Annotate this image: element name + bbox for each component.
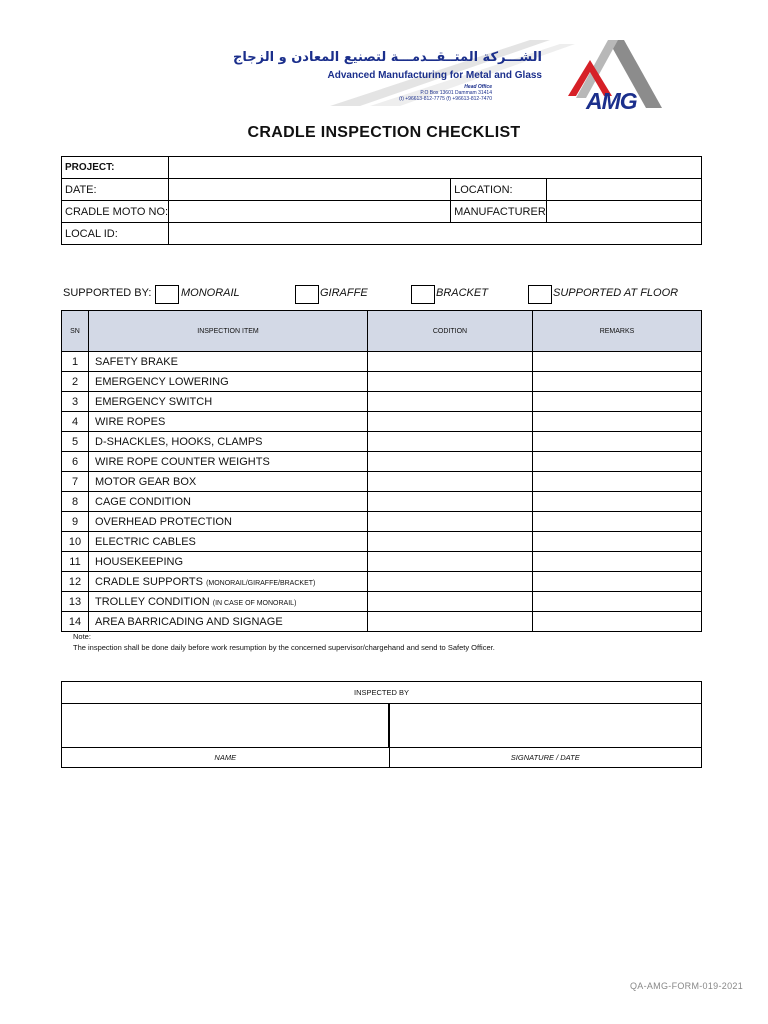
row-item-label: AREA BARRICADING AND SIGNAGE: [95, 615, 283, 628]
row-remarks-field[interactable]: [533, 492, 702, 512]
row-condition-field[interactable]: [368, 612, 533, 632]
row-item-label: TROLLEY CONDITION: [95, 595, 210, 608]
row-condition-field[interactable]: [368, 372, 533, 392]
row-inspection-item: [89, 452, 368, 472]
row-item-label: ELECTRIC CABLES: [95, 535, 196, 548]
project-info-table: [61, 156, 702, 245]
row-remarks-field[interactable]: [533, 452, 702, 472]
row-remarks-field[interactable]: [533, 392, 702, 412]
checkbox-giraffe[interactable]: [295, 285, 319, 304]
row-item-note: (IN CASE OF MONORAIL): [212, 599, 297, 607]
row-item-label: SAFETY BRAKE: [95, 355, 178, 368]
row-remarks-field[interactable]: [533, 472, 702, 492]
table-row: [62, 392, 702, 412]
header-remarks: REMARKS: [533, 311, 702, 352]
row-remarks-field[interactable]: [533, 592, 702, 612]
row-condition-field[interactable]: [368, 472, 533, 492]
row-item-label: OVERHEAD PROTECTION: [95, 515, 232, 528]
checkbox-supported-at-floor[interactable]: [528, 285, 552, 304]
row-remarks-field[interactable]: [533, 372, 702, 392]
row-sn: 14: [62, 612, 89, 632]
table-row: [62, 372, 702, 392]
header-condition: CODITION: [368, 311, 533, 352]
row-sn: 11: [62, 552, 89, 572]
row-condition-field[interactable]: [368, 452, 533, 472]
row-condition-field[interactable]: [368, 552, 533, 572]
row-remarks-field[interactable]: [533, 412, 702, 432]
cradle-moto-no-label: CRADLE MOTO NO:: [62, 201, 169, 223]
table-row: [62, 412, 702, 432]
row-inspection-item: [89, 552, 368, 572]
row-inspection-item: [89, 392, 368, 412]
note-label: Note:: [73, 632, 91, 641]
row-item-label: EMERGENCY SWITCH: [95, 395, 213, 408]
row-inspection-item: [89, 612, 368, 632]
signature-date-label: SIGNATURE / DATE: [389, 748, 702, 768]
table-row: [62, 612, 702, 632]
checkbox-monorail[interactable]: [155, 285, 179, 304]
location-label: LOCATION:: [451, 179, 547, 201]
date-label: DATE:: [62, 179, 169, 201]
row-item-label: WIRE ROPE COUNTER WEIGHTS: [95, 455, 270, 468]
table-row: [62, 592, 702, 612]
row-inspection-item: [89, 592, 368, 612]
inspected-by-table: [61, 681, 702, 768]
date-field[interactable]: [169, 179, 451, 201]
local-id-label: LOCAL ID:: [62, 223, 169, 245]
row-item-label: HOUSEKEEPING: [95, 555, 184, 568]
project-field[interactable]: [169, 157, 702, 179]
header-inspection-item: INSPECTION ITEM: [89, 311, 368, 352]
row-sn: 13: [62, 592, 89, 612]
table-row: [62, 452, 702, 472]
option-supported-at-floor: SUPPORTED AT FLOOR: [553, 287, 679, 299]
row-condition-field[interactable]: [368, 592, 533, 612]
row-inspection-item: [89, 352, 368, 372]
name-label: NAME: [62, 748, 390, 768]
row-item-label: CRADLE SUPPORTS: [95, 575, 203, 588]
row-item-label: WIRE ROPES: [95, 415, 166, 428]
row-remarks-field[interactable]: [533, 612, 702, 632]
inspection-checklist-table: [61, 310, 702, 632]
row-sn: 1: [62, 352, 89, 372]
row-condition-field[interactable]: [368, 392, 533, 412]
row-remarks-field[interactable]: [533, 352, 702, 372]
inspected-by-title: INSPECTED BY: [62, 682, 702, 704]
row-sn: 2: [62, 372, 89, 392]
row-remarks-field[interactable]: [533, 432, 702, 452]
row-item-label: CAGE CONDITION: [95, 495, 191, 508]
row-remarks-field[interactable]: [533, 552, 702, 572]
row-remarks-field[interactable]: [533, 572, 702, 592]
row-inspection-item: [89, 432, 368, 452]
row-sn: 5: [62, 432, 89, 452]
header-sn: SN: [62, 311, 89, 352]
checkbox-bracket[interactable]: [411, 285, 435, 304]
table-row: [62, 512, 702, 532]
row-condition-field[interactable]: [368, 512, 533, 532]
table-row: [62, 552, 702, 572]
company-name-english: Advanced Manufacturing for Metal and Glass: [327, 70, 542, 81]
row-condition-field[interactable]: [368, 412, 533, 432]
row-sn: 4: [62, 412, 89, 432]
row-condition-field[interactable]: [368, 532, 533, 552]
row-condition-field[interactable]: [368, 432, 533, 452]
note-block: [73, 631, 495, 653]
option-monorail: MONORAIL: [181, 287, 240, 299]
table-row: [62, 352, 702, 372]
location-field[interactable]: [546, 179, 701, 201]
row-item-label: D-SHACKLES, HOOKS, CLAMPS: [95, 435, 263, 448]
row-inspection-item: [89, 412, 368, 432]
cradle-moto-no-field[interactable]: [169, 201, 451, 223]
row-sn: 3: [62, 392, 89, 412]
page-title: CRADLE INSPECTION CHECKLIST: [247, 124, 521, 141]
row-sn: 9: [62, 512, 89, 532]
name-field[interactable]: [62, 704, 390, 748]
signature-date-field[interactable]: [389, 704, 702, 748]
row-inspection-item: [89, 532, 368, 552]
row-remarks-field[interactable]: [533, 532, 702, 552]
supported-by-label: SUPPORTED BY:: [63, 287, 152, 299]
local-id-field[interactable]: [169, 223, 702, 245]
row-condition-field[interactable]: [368, 492, 533, 512]
row-inspection-item: [89, 472, 368, 492]
row-item-note: (MONORAIL/GIRAFFE/BRACKET): [206, 579, 316, 587]
project-label: PROJECT:: [62, 157, 169, 179]
row-inspection-item: [89, 492, 368, 512]
row-inspection-item: [89, 512, 368, 532]
manufacturer-field[interactable]: [546, 201, 701, 223]
row-item-label: MOTOR GEAR BOX: [95, 475, 197, 488]
row-sn: 8: [62, 492, 89, 512]
row-remarks-field[interactable]: [533, 512, 702, 532]
row-inspection-item: [89, 572, 368, 592]
company-address: Head Office P.O Box 13601 Dammam 31414 (t) +96613-812-7775 (f) +96613-812-7470: [399, 84, 492, 102]
row-condition-field[interactable]: [368, 572, 533, 592]
row-sn: 7: [62, 472, 89, 492]
company-name-arabic: الشـــركة المتــقــدمـــة لتصنيع المعادن و الزجاج: [233, 50, 542, 65]
table-row: [62, 472, 702, 492]
note-text: The inspection shall be done daily before work resumption by the concerned supervisor/chargehand and send to Safety Officer.: [73, 643, 495, 652]
option-bracket: BRACKET: [436, 287, 488, 299]
table-row: [62, 432, 702, 452]
table-row: [62, 572, 702, 592]
row-sn: 6: [62, 452, 89, 472]
row-sn: 12: [62, 572, 89, 592]
table-row: [62, 532, 702, 552]
row-sn: 10: [62, 532, 89, 552]
manufacturer-label: MANUFACTURER: [451, 201, 547, 223]
row-item-label: EMERGENCY LOWERING: [95, 375, 229, 388]
row-inspection-item: [89, 372, 368, 392]
row-condition-field[interactable]: [368, 352, 533, 372]
form-code: QA-AMG-FORM-019-2021: [629, 981, 743, 991]
table-row: [62, 492, 702, 512]
amg-logo-text: AMG: [586, 88, 637, 114]
option-giraffe: GIRAFFE: [320, 287, 368, 299]
